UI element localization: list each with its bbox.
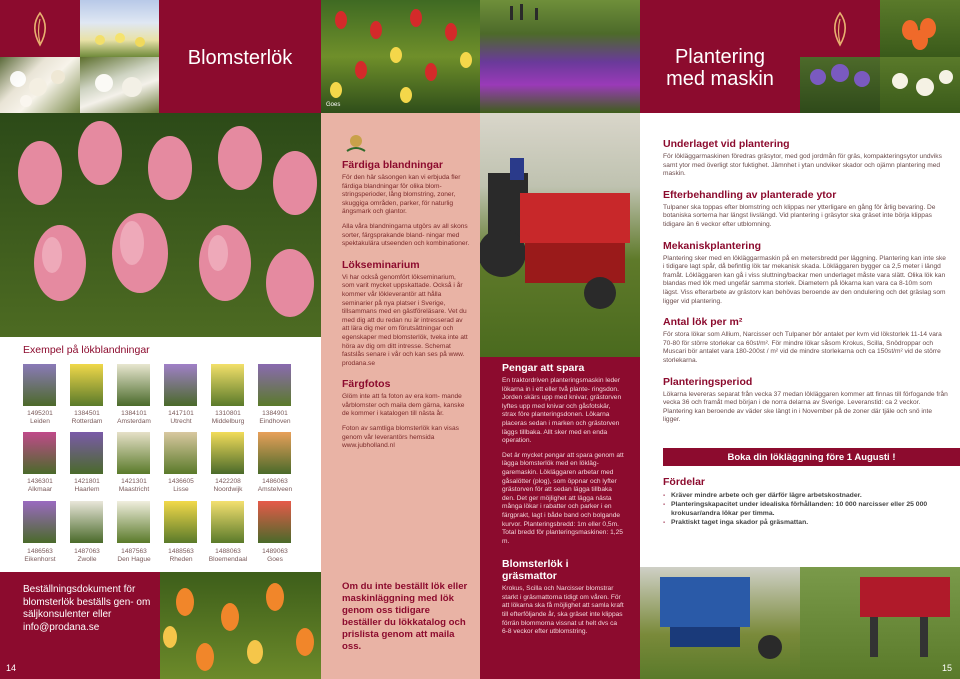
mix-caption: 1487063 Zwolle — [74, 548, 100, 564]
mix-caption: 1422208 Noordwijk — [213, 478, 243, 494]
mix-thumb — [70, 432, 103, 474]
mix-caption: 1487563 Den Hague — [117, 548, 151, 564]
benefit-item: - Kräver mindre arbete och ger därför lägre arbetskostnader. — [663, 491, 953, 500]
section-text: Foton av samtliga blomsterlök kan visas genom vår leverantörs hemsida www.jubholland.nl — [342, 425, 459, 450]
pink-tulips-photo — [0, 113, 321, 337]
section-text: För stora lökar som Allium, Narcisser och Tulpaner bör antalet per kvm vid lökstorlek 11-14 vara 70-80 för större storlekar ca 60st/m². För mindre lökar såsom Krokus, Scilla, Snödroppar och Muscari bör antalet vara 180-200st / m² vid de mindre storlekarna och ca 150st/m² vid de större storlekarna. — [663, 331, 942, 364]
blue-planter-photo — [640, 567, 800, 679]
mix-thumb — [211, 432, 244, 474]
mix-caption: 1486563 Eikenhorst — [24, 548, 56, 564]
benefit-item: - Praktiskt taget inga skador på gräsmattan. — [663, 518, 953, 527]
page-title: Blomsterlök — [187, 47, 293, 69]
section-text: En traktordriven planteringsmaskin leder lökarna in i ett eller två plante- ringsdon. Jorden skärs upp med knivar, grästorven lyftes upp med knivar och gåsfotskär, strax före planteringsdonen. Lökarna placeras sedan i marken och grästorven läggs tillbaka. Allt sker med en enda operation. — [502, 377, 622, 445]
mix-thumb — [70, 501, 103, 543]
pink-info-column — [321, 113, 480, 679]
section-text: Krokus, Scilla och Narcisser blomstrar starkt i gräsmattorna tidigt om våren. För att lökarna ska få möjlighet att samla kraft till efterföljande år, ska gräset inte klippas förrän blommorna vissnat ut helt dvs ca 6-8 veckor efter utblomstring. — [502, 585, 624, 636]
info-section — [663, 138, 948, 179]
mix-thumb — [164, 501, 197, 543]
mix-thumb — [258, 501, 291, 543]
benefit-item: - Planteringskapacitet under idealiska förhållanden: 10 000 narcisser eller 25 000 krokusar/andra lökar per timma. — [663, 500, 953, 518]
mix-caption: 1489063 Goes — [262, 548, 288, 564]
mix-thumb — [211, 501, 244, 543]
section-text: Tulpaner ska toppas efter blomstring och klippas ner ytterligare en gång för årlig bevaring. De botaniska sorterna har längst livslängd. Vid plantering i gräsytor ska gräset inte börja klippas tidigare än 6 veckor efter utblomning. — [663, 203, 936, 228]
mix-thumb — [164, 432, 197, 474]
info-section — [663, 316, 948, 365]
section-text: För den här säsongen kan vi erbjuda fler färdiga blandningar för olika blom- stringsperioder, lång blomstring, zoner, skuggiga områden, parker, för naturlig ängsmark och glantor. — [342, 174, 461, 216]
section-heading: Blomsterlök i gräsmattor — [502, 558, 569, 583]
mix-thumb — [23, 501, 56, 543]
mix-caption: 1310801 Middelburg — [211, 410, 245, 426]
section-text: Alla våra blandningarna utgörs av all skons sorter, färgsprakande bland- ningar med spektakulära utseenden och kombinationer. — [342, 222, 470, 248]
mix-caption: 1486063 Amstelveen — [257, 478, 293, 494]
section-text: Vi har också genomfört lökseminarium, som varit mycket uppskattade. Också i år kommer vår lökleverantör att hålla seminarier på nya platser i Sverige, tillsammans med en gästföreläsare. Vet du med dig att du redan nu är intresserad av att lära dig mer om förutsättningar och egenskaper med blomsterlök, tveka inte att höra av dig om ditt intresse. Schemat fastslås senare i vår och kan ses på www. prodana.se — [342, 273, 468, 367]
mix-caption: 1417101 Utrecht — [168, 410, 194, 426]
mix-thumb — [70, 364, 103, 406]
mix-caption: 1384101 Amsterdam — [117, 410, 151, 426]
mix-caption: 1421801 Haarlem — [74, 478, 100, 494]
benefits-list — [663, 491, 953, 527]
mix-caption: 1436605 Lisse — [168, 478, 194, 494]
mix-thumb — [117, 501, 150, 543]
page-number-left: 14 — [6, 663, 17, 673]
examples-heading: Exempel på lökblandningar — [23, 344, 150, 356]
section-heading: Antal lök per m² — [663, 316, 743, 329]
section-heading: Pengar att spara — [502, 362, 585, 374]
tulip-field-photo — [80, 0, 159, 57]
page-number-right: 15 — [942, 663, 953, 673]
section-heading: Mekaniskplantering — [663, 239, 762, 252]
mix-caption: 1488063 Bloemendaal — [208, 548, 248, 564]
section-heading: Färdiga blandningar — [342, 159, 443, 171]
mix-thumb — [117, 432, 150, 474]
mix-caption: 1436301 Alkmaar — [27, 478, 53, 494]
section-text: Det är mycket pengar att spara genom att lägga blomsterlök med en lökläg- garemaskin. Lökläggaren arbetar med gåsalötter (plog), som öppnar och lyfter grästorven för att sedan lägga tillbaka den. Det ger möjlighet att lägga nästa många lökar i rabatter och parker i en färgprakt, lagt i både band och bolgande kurvor. Planteringsbredd: 1m eller 0,5m. Total bredd för planteringsmaskinen: 1,25 m. — [502, 451, 624, 545]
page-title-line-1: Plantering — [674, 46, 766, 68]
mix-thumb — [23, 364, 56, 406]
mix-caption: 1384501 Rotterdam — [71, 410, 103, 426]
mix-thumb — [23, 432, 56, 474]
section-heading: Lökseminarium — [342, 258, 420, 271]
white-flowers-photo — [80, 57, 159, 113]
section-heading: Färgfotos — [342, 378, 391, 391]
mix-thumb — [258, 364, 291, 406]
orange-fritillaria-photo — [880, 0, 960, 57]
right-text-column — [663, 138, 948, 431]
mix-thumb — [211, 364, 244, 406]
section-heading: Planteringsperiod — [663, 375, 753, 388]
flower-park-photo — [480, 0, 640, 113]
mix-caption: 1488563 Rheden — [168, 548, 194, 564]
mix-thumb — [258, 432, 291, 474]
benefits-section — [663, 476, 953, 527]
white-daffodils-photo — [880, 57, 960, 113]
booking-banner-text: Boka din lökläggning före 1 Augusti ! — [727, 451, 896, 463]
order-note: Beställningsdokument för blomsterlök beställs gen- om säljkonsulenter eller info@prodana.se — [23, 584, 151, 633]
photo-caption: Goes — [326, 102, 341, 108]
right-page — [480, 0, 960, 679]
prodana-logo — [0, 0, 80, 57]
mix-caption: 1384901 Eindhoven — [259, 410, 291, 426]
machine-field-photo — [800, 567, 960, 679]
prodana-logo-right — [800, 0, 880, 57]
section-text: För lökläggarmaskinen föredras gräsytor, med god jordmån för gräs, kompakteringsytor undviks samt ytor med överligt stor fuktighet. Jämnhet i ytan undviker skador och ojämn plantering med maskin. — [663, 153, 942, 178]
section-text: Lökarna levereras separat från vecka 37 medan lökläggaren kommer att finnas till förfogande från vecka 36 och framåt med början i de norra delarna av Sverige. Leveranstid: ca 2 veckor. Plantering kan beroende av väder ske längt in i November på de zoner där tjäle och snö inte ligger. — [663, 390, 948, 424]
flower-bulb-icon — [28, 9, 52, 49]
bulb-emblem-icon — [343, 131, 369, 157]
booking-banner — [663, 448, 960, 466]
cta-text: Om du inte beställt lök eller maskinläggning med lök genom oss tidigare beställer du lökkatalog och prislista genom att maila oss. — [342, 581, 468, 652]
mix-thumb — [164, 364, 197, 406]
tulips-red-yellow-photo — [321, 0, 480, 113]
section-heading: Underlaget vid plantering — [663, 138, 790, 150]
section-heading: Efterbehandling av planterade ytor — [663, 188, 837, 201]
tractor-planter-photo — [480, 113, 640, 357]
info-section — [663, 376, 948, 425]
info-section — [663, 189, 948, 230]
section-text: Glöm inte att fa foton av era kom- mande vårblomster och maila dem gärna, kanske de kommer i katalogen till nästa år. — [342, 393, 465, 418]
orange-tulips-photo — [160, 572, 321, 679]
page-title-line-2: med maskin — [666, 68, 774, 90]
section-text: Plantering sker med en lökläggarmaskin på en metersbredd per läggning. Plantering kan inte ske i tidigare lagt spår, då befintlig lök tar mekanisk skada. Lökläggaren bygger ca 2,5 meter i längd framåt. Lökläggaren kan gå i viss sluttning/backar men underlaget måste vara slätt. Olika lök kan blandas med lök med ungefär samma storlek. Diametern på lökarna kan vara ca 8-10m som lägst. Viss efterarbete av grästorv kan behövas beroende av den ondulering och det gräslag som ligger vid plantering. — [663, 254, 946, 305]
allium-photo — [800, 57, 880, 113]
mix-caption: 1495201 Leiden — [27, 410, 53, 426]
benefits-heading: Fördelar — [663, 476, 706, 488]
crocus-photo — [0, 57, 80, 113]
mix-thumb — [117, 364, 150, 406]
flower-bulb-icon — [828, 9, 852, 49]
info-section — [663, 240, 948, 307]
mix-caption: 1421301 Maastricht — [118, 478, 150, 494]
